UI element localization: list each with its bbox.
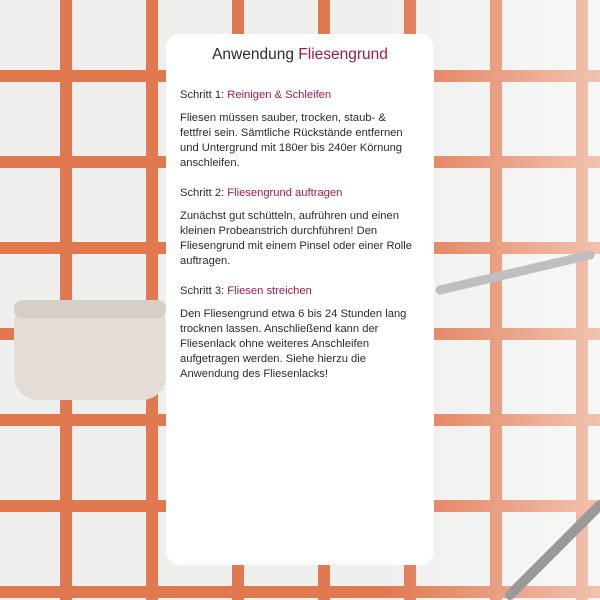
step-2-text: Zunächst gut schütteln, aufrühren und einen kleinen Probeanstrich durchführen! Den Fliesengrund mit einem Pinsel oder einer Rolle auftragen. [180, 210, 412, 267]
step-3-prefix: Schritt 3: [180, 285, 225, 297]
step-3-name: Fliesen streichen [227, 285, 312, 297]
step-3-text: Den Fliesengrund etwa 6 bis 24 Stunden lang trocknen lassen. Anschließend kann der Fliesenlack ohne weiteres Anschleifen aufgetragen werden. Siehe hierzu die Anwendung des Fliesenlacks! [180, 308, 407, 380]
step-2-prefix: Schritt 2: [180, 187, 225, 199]
card-title [180, 44, 420, 66]
step-2-name: Fliesengrund auftragen [227, 187, 343, 199]
title-accent: Fliesengrund [298, 46, 388, 63]
step-3-heading [180, 284, 420, 298]
info-card [166, 34, 434, 565]
step-2-heading [180, 186, 420, 200]
step-1-name: Reinigen & Schleifen [227, 89, 332, 101]
step-1-heading [180, 88, 420, 102]
step-1-prefix: Schritt 1: [180, 89, 225, 101]
step-1-text: Fliesen müssen sauber, trocken, staub- & fettfrei sein. Sämtliche Rückstände entfernen und Untergrund mit 180er bis 240er Körnung anschleifen. [180, 112, 403, 169]
title-prefix: Anwendung [212, 46, 294, 63]
